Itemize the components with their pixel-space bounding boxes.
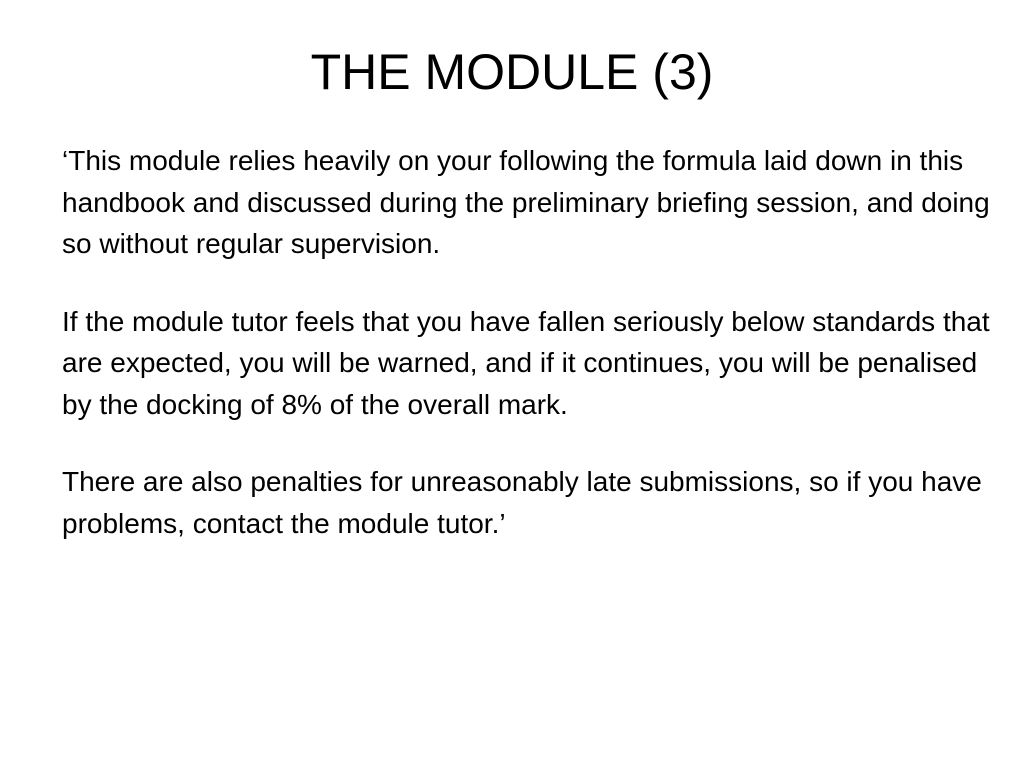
- body-paragraph: There are also penalties for unreasonably late submissions, so if you have problems, contact the module tutor.’: [62, 466, 982, 539]
- body-paragraph: ‘This module relies heavily on your following the formula laid down in this handbook and discussed during the preliminary briefing session, and doing so without regular supervision.: [62, 145, 990, 259]
- slide-body: [62, 140, 992, 580]
- body-paragraph: If the module tutor feels that you have fallen seriously below standards that are expected, you will be warned, and if it continues, you will be penalised by the docking of 8% of the overall mark.: [62, 305, 990, 420]
- slide-title: THE MODULE (3): [310, 44, 714, 100]
